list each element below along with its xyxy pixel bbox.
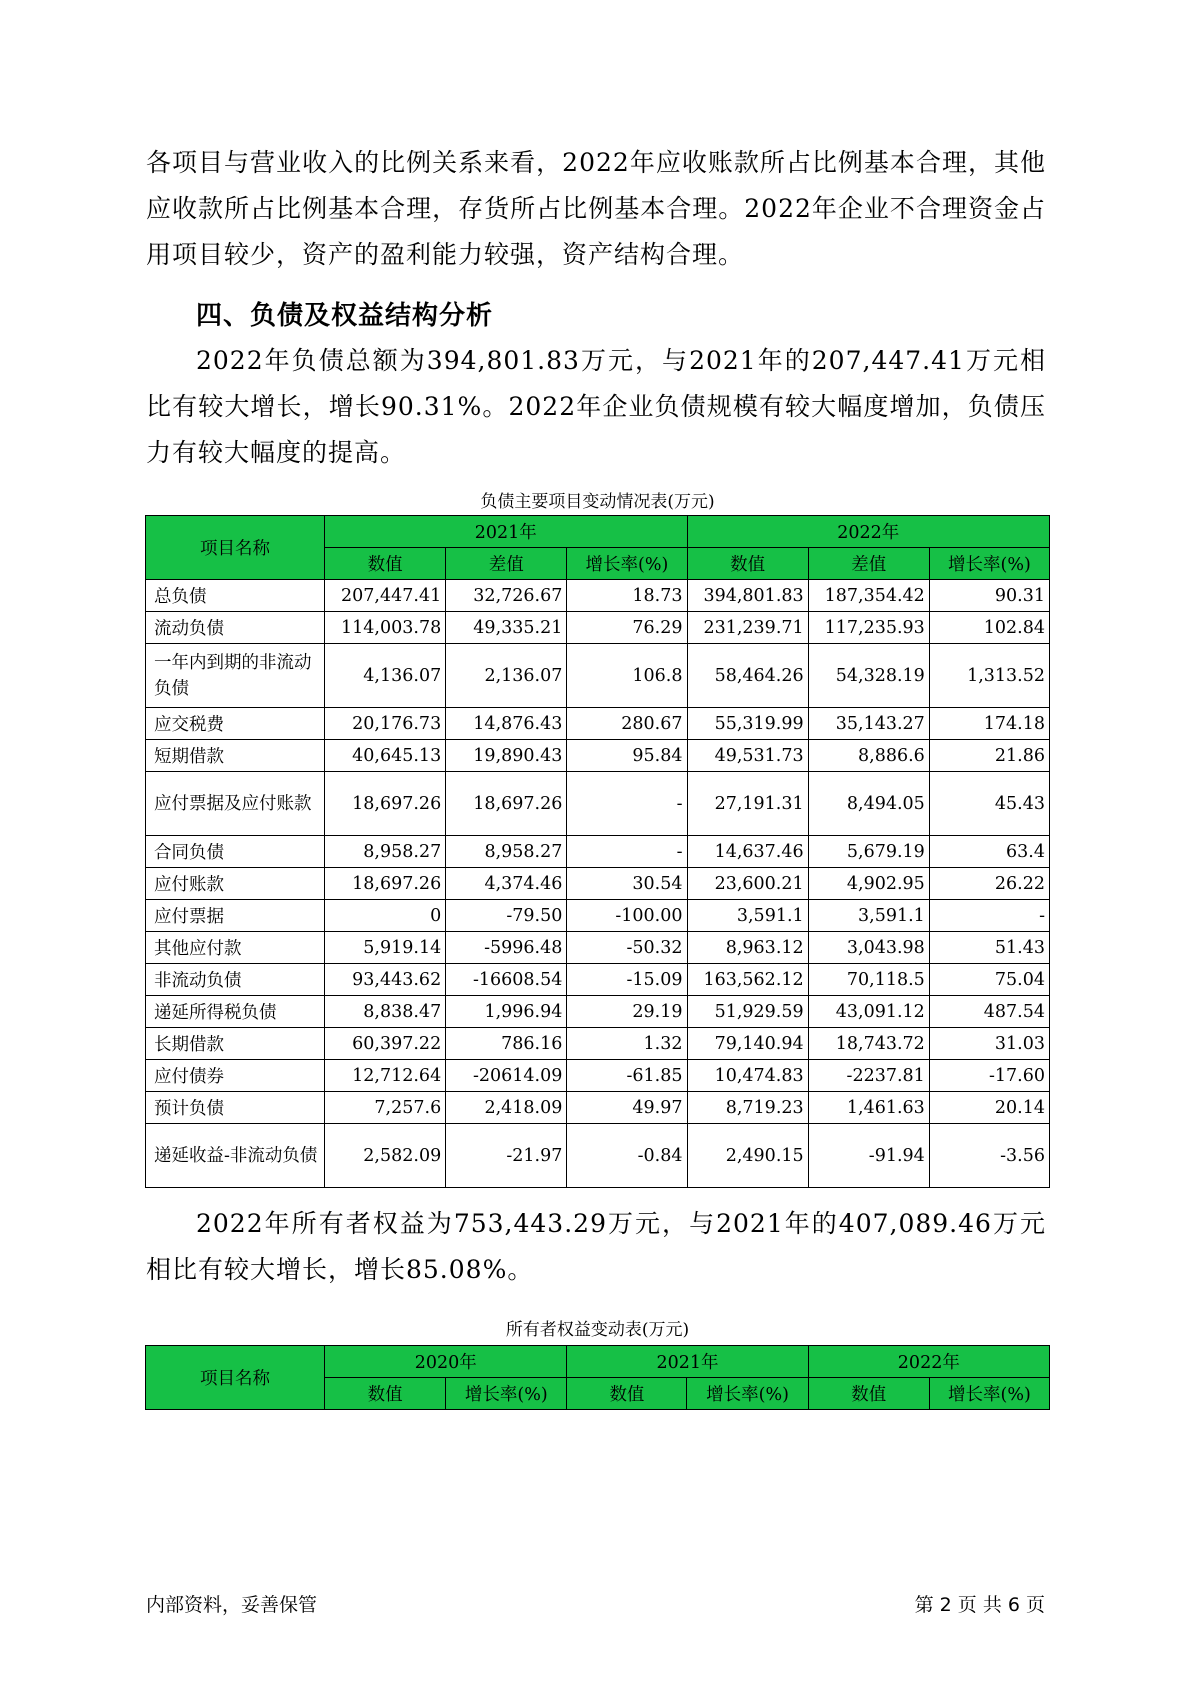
cell-r1: 29.19 [567,996,687,1028]
cell-d1: 786.16 [446,1028,567,1060]
header-rate: 增长率(%) [929,548,1049,580]
header-value: 数值 [808,1378,929,1410]
header-value: 数值 [325,1378,446,1410]
cell-d2: 187,354.42 [808,580,929,612]
cell-d1: 49,335.21 [446,612,567,644]
header-value: 数值 [687,548,808,580]
cell-r2: 26.22 [929,868,1049,900]
cell-r1: 30.54 [567,868,687,900]
header-diff: 差值 [446,548,567,580]
cell-r2: 487.54 [929,996,1049,1028]
cell-r2: 20.14 [929,1092,1049,1124]
cell-v1: 5,919.14 [325,932,446,964]
cell-r1: -100.00 [567,900,687,932]
table-row [146,932,1050,964]
cell-v2: 49,531.73 [687,740,808,772]
row-label: 总负债 [146,580,325,612]
cell-v1: 18,697.26 [325,772,446,836]
cell-v1: 4,136.07 [325,644,446,708]
header-rate: 增长率(%) [687,1378,808,1410]
cell-r1: 49.97 [567,1092,687,1124]
header-value: 数值 [325,548,446,580]
row-label: 短期借款 [146,740,325,772]
row-label: 流动负债 [146,612,325,644]
cell-d2: -2237.81 [808,1060,929,1092]
cell-d1: 2,418.09 [446,1092,567,1124]
cell-r1: 76.29 [567,612,687,644]
cell-d2: 8,886.6 [808,740,929,772]
cell-d2: 3,591.1 [808,900,929,932]
table-row [146,900,1050,932]
cell-d1: 18,697.26 [446,772,567,836]
cell-d1: 2,136.07 [446,644,567,708]
row-label: 一年内到期的非流动负债 [146,644,325,708]
cell-r1: - [567,772,687,836]
footer-confidential-note: 内部资料，妥善保管 [146,1594,318,1616]
cell-v2: 23,600.21 [687,868,808,900]
table-row [146,708,1050,740]
table-row [146,1028,1050,1060]
header-year-2021: 2021年 [567,1346,808,1378]
table-row [146,996,1050,1028]
row-label: 预计负债 [146,1092,325,1124]
cell-r2: -17.60 [929,1060,1049,1092]
cell-r1: -0.84 [567,1124,687,1188]
cell-r2: 45.43 [929,772,1049,836]
cell-r2: 75.04 [929,964,1049,996]
cell-v1: 12,712.64 [325,1060,446,1092]
table-row [146,740,1050,772]
cell-d2: 1,461.63 [808,1092,929,1124]
cell-d1: -21.97 [446,1124,567,1188]
cell-d2: 70,118.5 [808,964,929,996]
cell-d1: 19,890.43 [446,740,567,772]
cell-d2: 35,143.27 [808,708,929,740]
cell-v1: 40,645.13 [325,740,446,772]
cell-v2: 79,140.94 [687,1028,808,1060]
row-label: 应付票据及应付账款 [146,772,325,836]
cell-v1: 18,697.26 [325,868,446,900]
cell-r1: 1.32 [567,1028,687,1060]
cell-r2: 21.86 [929,740,1049,772]
cell-d2: 8,494.05 [808,772,929,836]
table-row [146,868,1050,900]
cell-v1: 60,397.22 [325,1028,446,1060]
table-row [146,644,1050,708]
cell-r1: 280.67 [567,708,687,740]
cell-r2: 63.4 [929,836,1049,868]
row-label: 其他应付款 [146,932,325,964]
cell-v1: 114,003.78 [325,612,446,644]
header-value: 数值 [567,1378,687,1410]
cell-v2: 51,929.59 [687,996,808,1028]
equity-table [145,1345,1050,1410]
row-label: 非流动负债 [146,964,325,996]
table-row [146,580,1050,612]
header-item-name: 项目名称 [146,516,325,580]
cell-d2: 5,679.19 [808,836,929,868]
cell-r2: - [929,900,1049,932]
header-diff: 差值 [808,548,929,580]
cell-v2: 8,963.12 [687,932,808,964]
cell-r2: 102.84 [929,612,1049,644]
table-row [146,836,1050,868]
cell-d1: 14,876.43 [446,708,567,740]
liability-summary-paragraph: 2022年负债总额为394,801.83万元，与2021年的207,447.41万元相比有较大增长，增长90.31%。2022年企业负债规模有较大幅度增加，负债压力有较大幅度的提高。 [146,346,1046,467]
cell-v1: 20,176.73 [325,708,446,740]
header-year-2021: 2021年 [325,516,687,548]
cell-r1: 18.73 [567,580,687,612]
row-label: 递延收益-非流动负债 [146,1124,325,1188]
table-row [146,1124,1050,1188]
cell-d1: 8,958.27 [446,836,567,868]
cell-r1: - [567,836,687,868]
cell-d2: 3,043.98 [808,932,929,964]
cell-v2: 2,490.15 [687,1124,808,1188]
cell-v2: 10,474.83 [687,1060,808,1092]
row-label: 合同负债 [146,836,325,868]
cell-r1: -61.85 [567,1060,687,1092]
table-row [146,1092,1050,1124]
cell-r1: -50.32 [567,932,687,964]
cell-v2: 27,191.31 [687,772,808,836]
table-row [146,1060,1050,1092]
cell-v1: 2,582.09 [325,1124,446,1188]
cell-v1: 93,443.62 [325,964,446,996]
header-rate: 增长率(%) [929,1378,1049,1410]
row-label: 应付账款 [146,868,325,900]
cell-v1: 7,257.6 [325,1092,446,1124]
cell-r2: 1,313.52 [929,644,1049,708]
cell-r2: -3.56 [929,1124,1049,1188]
cell-d2: 18,743.72 [808,1028,929,1060]
cell-d2: 4,902.95 [808,868,929,900]
cell-d2: 54,328.19 [808,644,929,708]
row-label: 应付票据 [146,900,325,932]
header-rate: 增长率(%) [446,1378,567,1410]
equity-table-caption: 所有者权益变动表(万元) [505,1320,690,1340]
cell-d1: -20614.09 [446,1060,567,1092]
cell-v1: 207,447.41 [325,580,446,612]
cell-v2: 231,239.71 [687,612,808,644]
liability-table [145,515,1050,1188]
header-year-2022: 2022年 [808,1346,1049,1378]
footer-page-number: 第 2 页 共 6 页 [914,1594,1045,1616]
row-label: 应付债券 [146,1060,325,1092]
cell-v2: 55,319.99 [687,708,808,740]
cell-v2: 8,719.23 [687,1092,808,1124]
cell-v2: 163,562.12 [687,964,808,996]
table-row [146,964,1050,996]
cell-r1: -15.09 [567,964,687,996]
cell-d1: -79.50 [446,900,567,932]
table-row [146,612,1050,644]
cell-r2: 174.18 [929,708,1049,740]
cell-r2: 90.31 [929,580,1049,612]
intro-paragraph: 各项目与营业收入的比例关系来看，2022年应收账款所占比例基本合理，其他应收款所占比例基本合理，存货所占比例基本合理。2022年企业不合理资金占用项目较少，资产的盈利能力较强，资产结构合理。 [146,148,1046,269]
cell-v1: 8,958.27 [325,836,446,868]
cell-v2: 58,464.26 [687,644,808,708]
cell-d1: -16608.54 [446,964,567,996]
row-label: 长期借款 [146,1028,325,1060]
cell-v1: 0 [325,900,446,932]
equity-summary-paragraph: 2022年所有者权益为753,443.29万元，与2021年的407,089.46万元相比有较大增长，增长85.08%。 [146,1209,1046,1284]
header-rate: 增长率(%) [567,548,687,580]
cell-d2: -91.94 [808,1124,929,1188]
cell-r1: 95.84 [567,740,687,772]
cell-r1: 106.8 [567,644,687,708]
cell-v2: 394,801.83 [687,580,808,612]
liability-table-caption: 负债主要项目变动情况表(万元) [480,492,715,512]
cell-d1: 4,374.46 [446,868,567,900]
cell-d1: 1,996.94 [446,996,567,1028]
header-year-2020: 2020年 [325,1346,567,1378]
row-label: 应交税费 [146,708,325,740]
cell-v2: 14,637.46 [687,836,808,868]
cell-v2: 3,591.1 [687,900,808,932]
cell-r2: 51.43 [929,932,1049,964]
cell-v1: 8,838.47 [325,996,446,1028]
table-row [146,772,1050,836]
header-item-name: 项目名称 [146,1346,325,1410]
cell-r2: 31.03 [929,1028,1049,1060]
cell-d2: 117,235.93 [808,612,929,644]
cell-d1: 32,726.67 [446,580,567,612]
cell-d2: 43,091.12 [808,996,929,1028]
section-heading: 四、负债及权益结构分析 [196,301,494,331]
header-year-2022: 2022年 [687,516,1050,548]
cell-d1: -5996.48 [446,932,567,964]
row-label: 递延所得税负债 [146,996,325,1028]
